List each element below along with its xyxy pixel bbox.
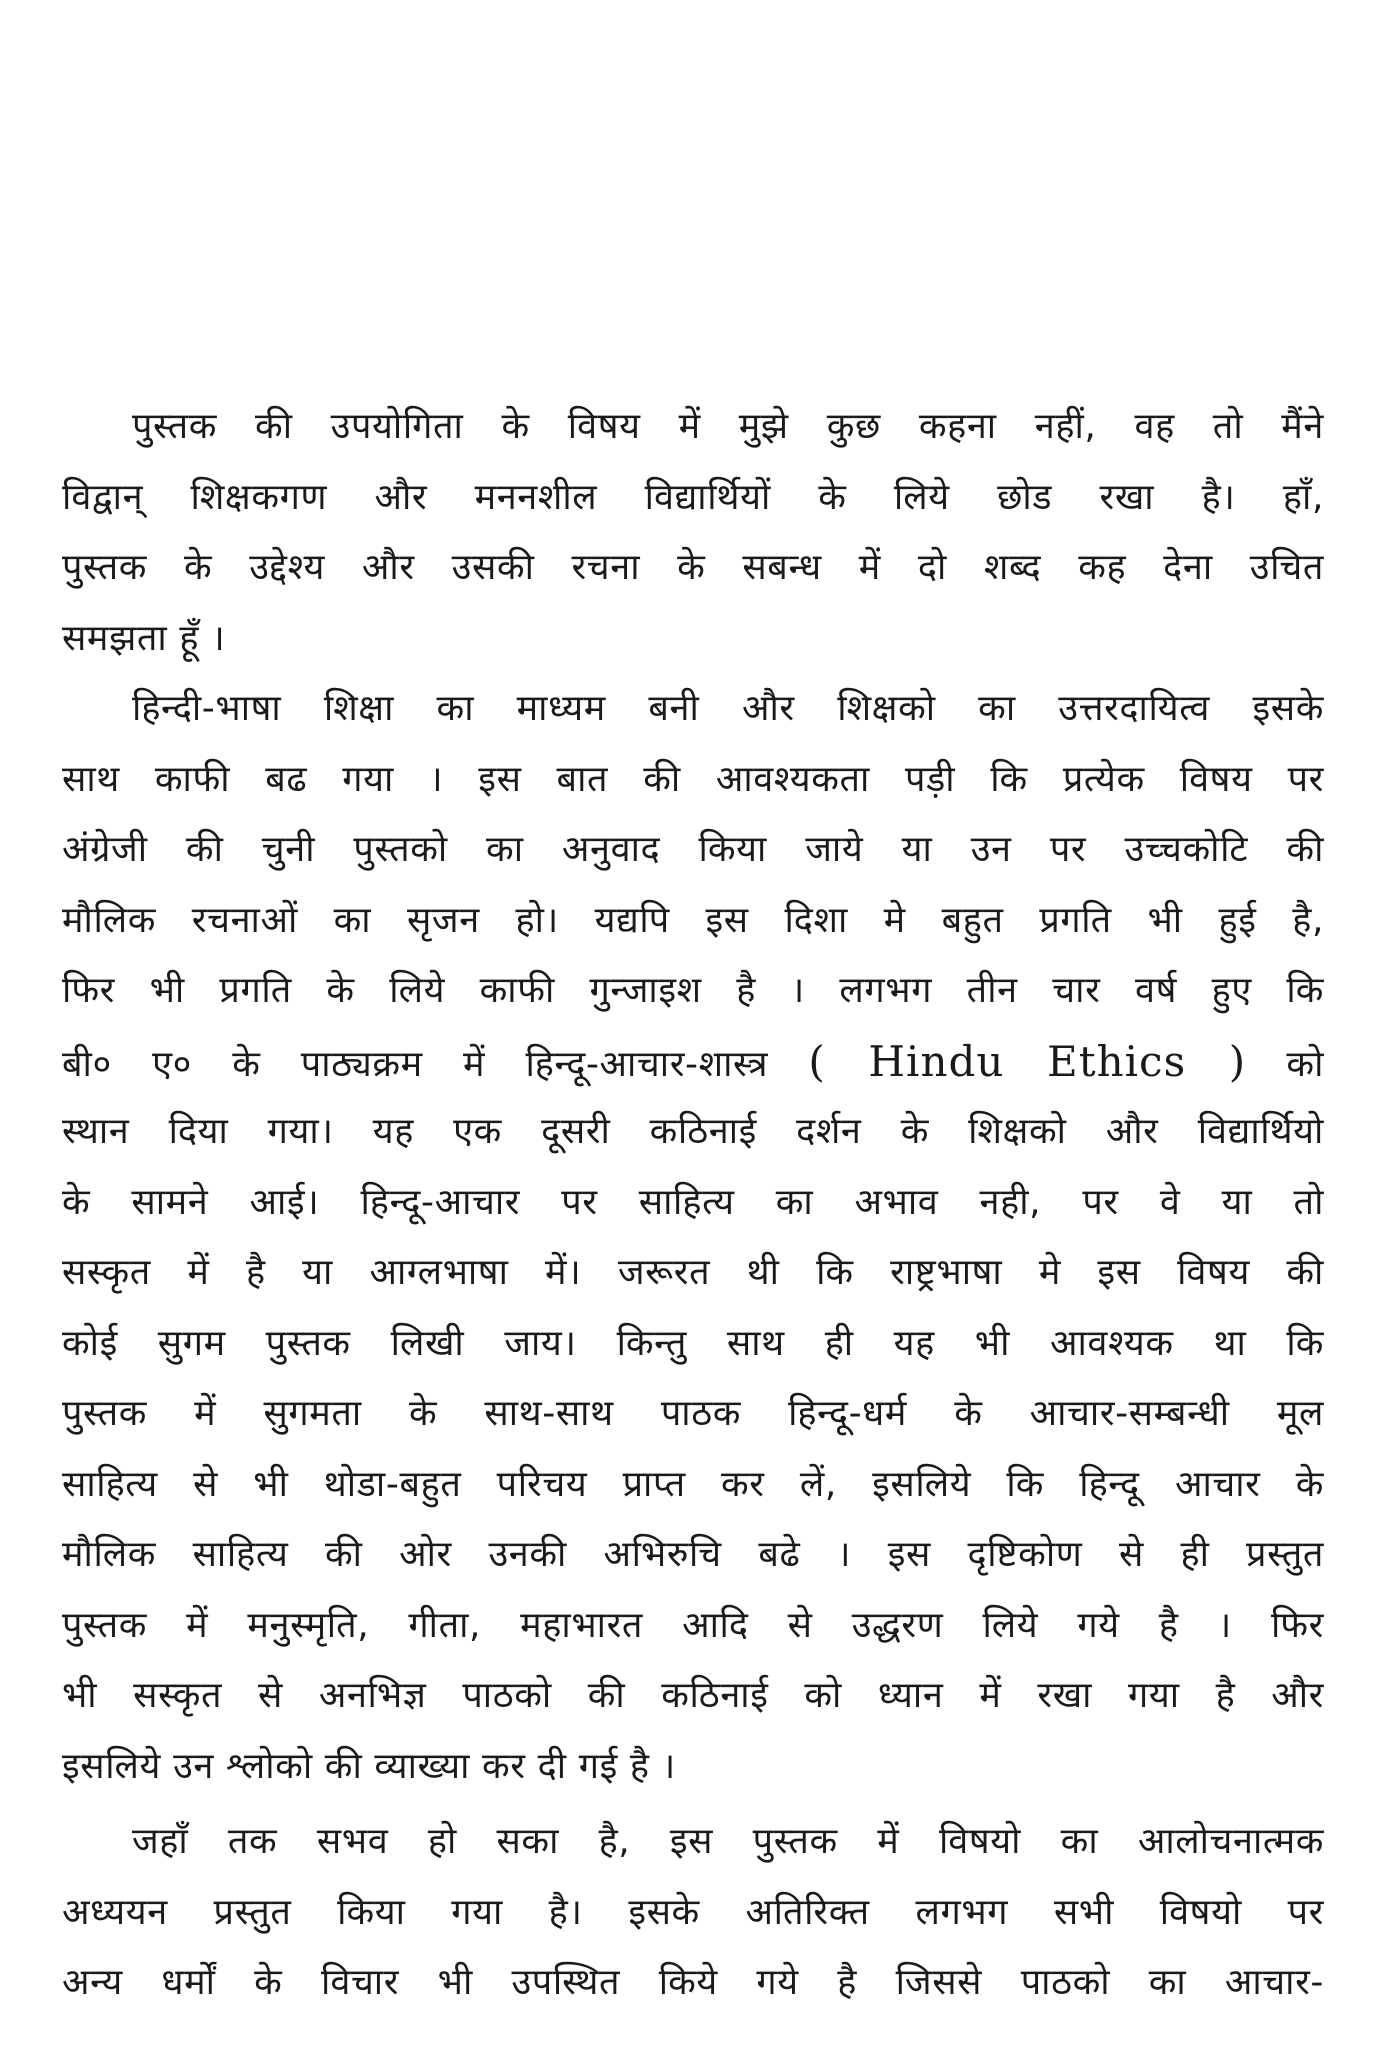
text-line: मौलिक साहित्य की ओर उनकी अभिरुचि बढे । इस दृष्टिकोण से ही प्रस्तुत <box>62 1534 1324 1575</box>
paragraph-3 <box>62 1807 1324 2019</box>
text-line: कोई सुगम पुस्तक लिखी जाय। किन्तु साथ ही यह भी आवश्यक था कि <box>62 1322 1324 1364</box>
ethics-line-before: बी० ए० के पाठ्यक्रम में हिन्दू-आचार-शास्त्र <box>62 1043 769 1085</box>
text-line-hindu-ethics <box>62 1027 1324 1098</box>
text-line: जहाँ तक सभव हो सका है, इस पुस्तक में विषयो का आलोचनात्मक <box>132 1821 1324 1862</box>
text-line: पुस्तक में सुगमता के साथ-साथ पाठक हिन्दू-धर्म के आचार-सम्बन्धी मूल <box>62 1393 1324 1434</box>
text-line: विद्वान् शिक्षकगण और मननशील विद्यार्थियों के लिये छोड रखा है। हाँ, <box>62 476 1324 518</box>
text-line: अध्ययन प्रस्तुत किया गया है। इसके अतिरिक्त लगभग सभी विषयो पर <box>62 1891 1324 1933</box>
ethics-line-after: को <box>1286 1043 1324 1085</box>
text-line: हिन्दी-भाषा शिक्षा का माध्यम बनी और शिक्षको का उत्तरदायित्व इसके <box>132 688 1324 729</box>
text-line: स्थान दिया गया। यह एक दूसरी कठिनाई दर्शन के शिक्षको और विद्यार्थियो <box>62 1111 1324 1152</box>
text-line: सस्कृत में है या आग्लभाषा में। जरूरत थी कि राष्ट्रभाषा मे इस विषय की <box>62 1252 1324 1293</box>
text-line: पुस्तक में मनुस्मृति, गीता, महाभारत आदि से उद्धरण लिये गये है । फिर <box>62 1604 1324 1646</box>
text-line: साथ काफी बढ गया । इस बात की आवश्यकता पड़ी कि प्रत्येक विषय पर <box>62 758 1324 800</box>
paragraph-1 <box>62 392 1324 674</box>
text-line: समझता हूँ । <box>62 617 226 659</box>
text-line: भी सस्कृत से अनभिज्ञ पाठको की कठिनाई को ध्यान में रखा गया है और <box>62 1675 1324 1716</box>
text-line: पुस्तक की उपयोगिता के विषय में मुझे कुछ कहना नहीं, वह तो मैंने <box>132 406 1324 447</box>
ethics-line-latin: ( Hindu Ethics ) <box>808 1036 1247 1086</box>
paragraph-2 <box>62 674 1324 1802</box>
text-line: मौलिक रचनाओं का सृजन हो। यद्यपि इस दिशा मे बहुत प्रगति भी हुई है, <box>62 899 1324 941</box>
text-line: फिर भी प्रगति के लिये काफी गुन्जाइश है । लगभग तीन चार वर्ष हुए कि <box>62 970 1324 1011</box>
text-line: अंग्रेजी की चुनी पुस्तको का अनुवाद किया जाये या उन पर उच्चकोटि की <box>62 829 1324 870</box>
text-line: इसलिये उन श्लोको की व्याख्या कर दी गई है । <box>62 1745 676 1787</box>
text-line: के सामने आई। हिन्दू-आचार पर साहित्य का अभाव नही, पर वे या तो <box>62 1181 1324 1223</box>
body-text <box>62 392 1324 2019</box>
text-line: अन्य धर्मों के विचार भी उपस्थित किये गये है जिससे पाठको का आचार- <box>62 1962 1324 2003</box>
text-line: साहित्य से भी थोडा-बहुत परिचय प्राप्त कर लें, इसलिये कि हिन्दू आचार के <box>62 1463 1324 1505</box>
text-line: पुस्तक के उद्देश्य और उसकी रचना के सबन्ध में दो शब्द कह देना उचित <box>62 547 1324 588</box>
